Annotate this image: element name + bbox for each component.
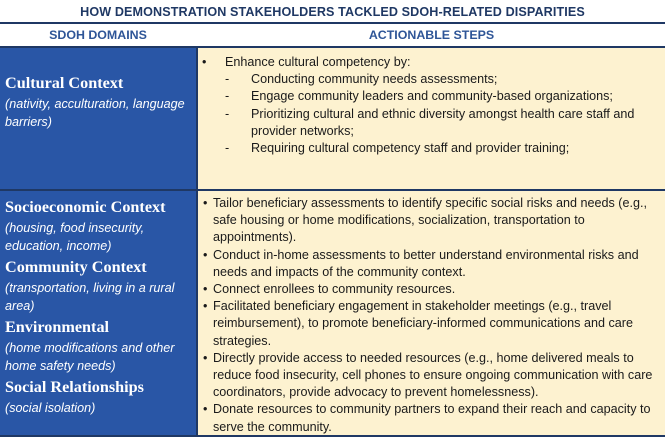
list-item	[198, 54, 665, 71]
list-item	[203, 350, 659, 402]
table-bottom-rule	[0, 435, 665, 437]
dash-icon: -	[225, 72, 230, 87]
dash-icon: -	[225, 141, 230, 156]
domain-subtitle-social-relationships: (social isolation)	[5, 401, 96, 415]
domain-title-social-relationships: Social Relationships	[5, 378, 144, 396]
domain-title-cultural-context: Cultural Context	[5, 74, 124, 92]
step-text: Facilitated beneficiary engagement in stakeholder meetings (e.g., travel reimbursement), to promote beneficiary-informed communications and care strategies.	[213, 299, 633, 348]
step-lead-text: Enhance cultural competency by:	[225, 55, 411, 69]
sub-step-text: Requiring cultural competency staff and provider training;	[251, 141, 570, 156]
bullet-icon: •	[203, 247, 208, 262]
step-list	[198, 191, 665, 436]
list-item	[225, 88, 665, 105]
sub-step-text: Conducting community needs assessments;	[251, 72, 498, 87]
steps-cell-multi	[198, 191, 665, 435]
list-item	[203, 298, 659, 350]
list-item	[203, 401, 659, 435]
sub-step-text: Engage community leaders and community-based organizations;	[251, 89, 613, 104]
dash-icon: -	[225, 89, 230, 104]
bullet-icon: •	[203, 299, 208, 314]
step-text: Donate resources to community partners to expand their reach and capacity to serve the community.	[213, 402, 651, 434]
domain-cell-multi	[0, 191, 196, 435]
step-text: Connect enrollees to community resources.	[213, 282, 456, 297]
sub-step-list	[198, 71, 665, 157]
list-item	[203, 281, 659, 298]
column-header-actionable-steps: ACTIONABLE STEPS	[198, 24, 665, 46]
list-item	[203, 247, 659, 281]
list-item	[203, 195, 659, 247]
dash-icon: -	[225, 106, 230, 121]
domain-title-environmental: Environmental	[5, 318, 110, 336]
table-title: HOW DEMONSTRATION STAKEHOLDERS TACKLED SDOH-RELATED DISPARITIES	[0, 0, 665, 24]
sub-step-text: Prioritizing cultural and ethnic diversity amongst health care staff and provider networks;	[251, 106, 635, 138]
list-item	[225, 106, 665, 140]
step-text: Directly provide access to needed resources (e.g., home delivered meals to reduce food insecurity, cell phones to ensure ongoing communication with care coordinators, provide advocacy to prevent homelessness).	[213, 350, 653, 400]
domain-title-community-context: Community Context	[5, 258, 147, 276]
step-text: Tailor beneficiary assessments to identify specific social risks and needs (e.g., safe housing or home modifications, socialization, transportation to appointments).	[213, 196, 647, 245]
bullet-icon: •	[202, 55, 207, 69]
domain-subtitle-socioeconomic-context: (housing, food insecurity, education, income)	[5, 221, 145, 253]
list-item	[225, 71, 665, 88]
step-text: Conduct in-home assessments to better understand environmental risks and needs and impacts of the community context.	[213, 247, 639, 279]
bullet-icon: •	[203, 196, 208, 210]
domain-subtitle-community-context: (transportation, living in a rural area)	[5, 281, 175, 313]
column-header-sdoh-domains: SDOH DOMAINS	[0, 24, 196, 46]
domain-title-socioeconomic-context: Socioeconomic Context	[5, 198, 166, 216]
domain-subtitle-environmental: (home modifications and other home safety needs)	[5, 341, 175, 373]
list-item	[225, 140, 665, 157]
bullet-icon: •	[203, 282, 208, 297]
domain-cell-cultural	[0, 48, 196, 189]
domain-subtitle-cultural-context: (nativity, acculturation, language barriers)	[5, 97, 185, 129]
bullet-icon: •	[203, 402, 208, 417]
bullet-icon: •	[203, 350, 208, 365]
steps-cell-cultural	[198, 48, 665, 189]
